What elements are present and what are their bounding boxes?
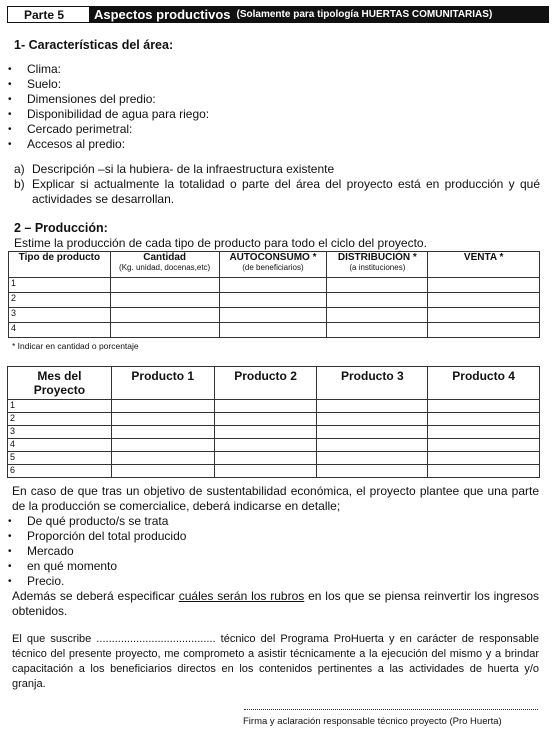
list-item: • Precio.	[3, 574, 186, 589]
table-row: 1	[9, 278, 540, 293]
part-header	[7, 6, 549, 23]
signature-line	[244, 709, 538, 710]
list-item: • Proporción del total producido	[3, 529, 186, 544]
item-a-text: Descripción –si la hubiera- de la infraestructura existente	[32, 162, 335, 176]
commercialization-paragraph: En caso de que tras un objetivo de sustentabilidad económica, el proyecto plantee que una parte de la producción se comercialice, deberá indicarse en detalle;	[12, 484, 539, 513]
part-number: Parte 5	[8, 7, 90, 22]
list-item: • Suelo:	[3, 77, 209, 92]
item-b-marker: b)	[14, 177, 25, 191]
table-row: 4	[8, 439, 540, 452]
list-item: • Cercado perimetral:	[3, 122, 209, 137]
part-title-bar	[90, 7, 548, 22]
column-header: Tipo de producto	[9, 252, 111, 278]
item-a-marker: a)	[14, 162, 25, 176]
table-footnote: * Indicar en cantidad o porcentaje	[12, 341, 139, 351]
table-row: 6	[8, 465, 540, 478]
monthly-production-table	[7, 366, 540, 478]
item-b-text: Explicar si actualmente la totalidad o parte del área del proyecto está en producción y qué actividades se desarrollan.	[32, 177, 540, 206]
reinvestment-paragraph: Además se deberá especificar cuáles serán los rubros en los que se piensa reinvertir los ingresos obtenidos.	[12, 589, 540, 618]
list-item: • Accesos al predio:	[3, 137, 209, 152]
column-header: VENTA *	[428, 252, 540, 278]
list-item: • Mercado	[3, 544, 186, 559]
table-header-row	[9, 252, 540, 278]
list-item: • Disponibilidad de agua para riego:	[3, 107, 209, 122]
table-row: 2	[8, 413, 540, 426]
production-intro: Estime la producción de cada tipo de producto para todo el ciclo del proyecto.	[14, 236, 427, 250]
signature-caption: Firma y aclaración responsable técnico proyecto (Pro Huerta)	[243, 716, 502, 727]
commercialization-list	[3, 514, 186, 589]
section1-heading: 1- Características del área:	[14, 38, 174, 52]
table-row: 4	[9, 323, 540, 338]
production-estimate-table	[8, 251, 540, 338]
underlined-text: cuáles serán los rubros	[178, 589, 305, 603]
section2-heading: 2 – Producción:	[14, 221, 108, 235]
table-row: 5	[8, 452, 540, 465]
table-row: 3	[9, 308, 540, 323]
part-subtitle: (Solamente para tipología HUERTAS COMUNITARIAS)	[236, 9, 493, 20]
part-title: Aspectos productivos	[94, 7, 231, 22]
column-header: Producto 1	[111, 367, 214, 400]
list-item: • Clima:	[3, 62, 209, 77]
column-header: Cantidad (Kg. unidad, docenas,etc)	[110, 252, 219, 278]
column-header: Mes del Proyecto	[8, 367, 112, 400]
table-header-row	[8, 367, 540, 400]
commitment-paragraph: El que suscribe ....................................... técnico del Programa ProHuerta y en carácter de responsable técnico del presente proyecto, me comprometo a asistir técnicamente a la ejecución del mismo y a brindar capacitación a los beneficiarios directos en los contenidos pertinentes a las actividades de huerta y/o granja.	[12, 633, 539, 690]
table-row: 1	[8, 400, 540, 413]
column-header: Producto 4	[428, 367, 540, 400]
list-item: • Dimensiones del predio:	[3, 92, 209, 107]
table-row: 2	[9, 293, 540, 308]
area-characteristics-list	[3, 62, 209, 152]
column-header: AUTOCONSUMO * (de beneficiarios)	[219, 252, 327, 278]
column-header: Producto 3	[317, 367, 428, 400]
column-header: Producto 2	[214, 367, 317, 400]
list-item: • en qué momento	[3, 559, 186, 574]
list-item: • De qué producto/s se trata	[3, 514, 186, 529]
table-row: 3	[8, 426, 540, 439]
column-header: DISTRIBUCIÓN * (a instituciones)	[327, 252, 428, 278]
